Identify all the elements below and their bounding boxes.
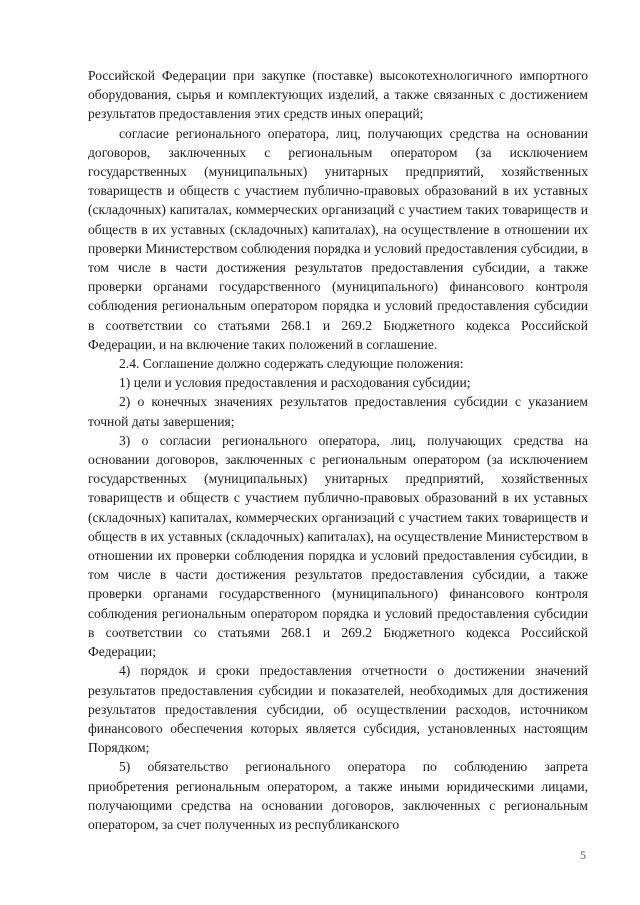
list-item-2: 2) о конечных значениях результатов предоставления субсидии с указанием точной даты завершения; [88,394,588,429]
list-item-1: 1) цели и условия предоставления и расходования субсидии; [119,375,471,391]
page-number: 5 [580,848,586,862]
list-item-3: 3) о согласии регионального оператора, лиц, получающих средства на основании договоров, заключенных с региональным оператором (за исключением государственных (муниципальных) унитарных предприятий, хозяйственных товариществ и обществ с участием публично-правовых образований в их уставных (складочных) капиталах, коммерческих организаций с участием таких товариществ и обществ в их уставных (складочных) капиталах), на осуществление Министерством в отношении их проверки соблюдения порядка и условий предоставления субсидии, в том числе в части достижения результатов предоставления субсидии, а также проверки органами государственного (муниципального) финансового контроля соблюдения региональным оператором порядка и условий предоставления субсидии в соответствии со статьями 268.1 и 269.2 Бюджетного кодекса Российской Федерации; [88,432,588,660]
paragraph-section-2-4: 2.4. Соглашение должно содержать следующие положения: [119,356,464,372]
list-item-4: 4) порядок и сроки предоставления отчетности о достижении значений результатов предоставления субсидии и показателей, необходимых для достижения результатов предоставления субсидии, об осуществлении расходов, источником финансового обеспечения которых является субсидия, установленных настоящим Порядком; [88,663,588,756]
paragraph-continuation: Российской Федерации при закупке (поставке) высокотехнологичного импортного оборудования, сырья и комплектующих изделий, а также связанных с достижением результатов предоставления этих средств иных операций; [88,68,588,122]
body-text [88,66,588,834]
paragraph-consent: согласие регионального оператора, лиц, получающих средства на основании договоров, заключенных с региональным оператором (за исключением государственных (муниципальных) унитарных предприятий, хозяйственных товариществ и обществ с участием публично-правовых образований в их уставных (складочных) капиталах, коммерческих организаций с участием таких товариществ и обществ в их уставных (складочных) капиталах), на осуществление в отношении их проверки Министерством соблюдения порядка и условий предоставления субсидии, в том числе в части достижения результатов предоставления субсидии, а также проверки органами государственного (муниципального) финансового контроля соблюдения региональным оператором порядка и условий предоставления субсидии в соответствии со статьями 268.1 и 269.2 Бюджетного кодекса Российской Федерации, и на включение таких положений в соглашение. [88,125,588,352]
list-item-5: 5) обязательство регионального оператора по соблюдению запрета приобретения региональным оператором, а также иными юридическими лицами, получающими средства на основании договоров, заключенных с региональным оператором, за счет полученных из республиканского [88,759,588,832]
